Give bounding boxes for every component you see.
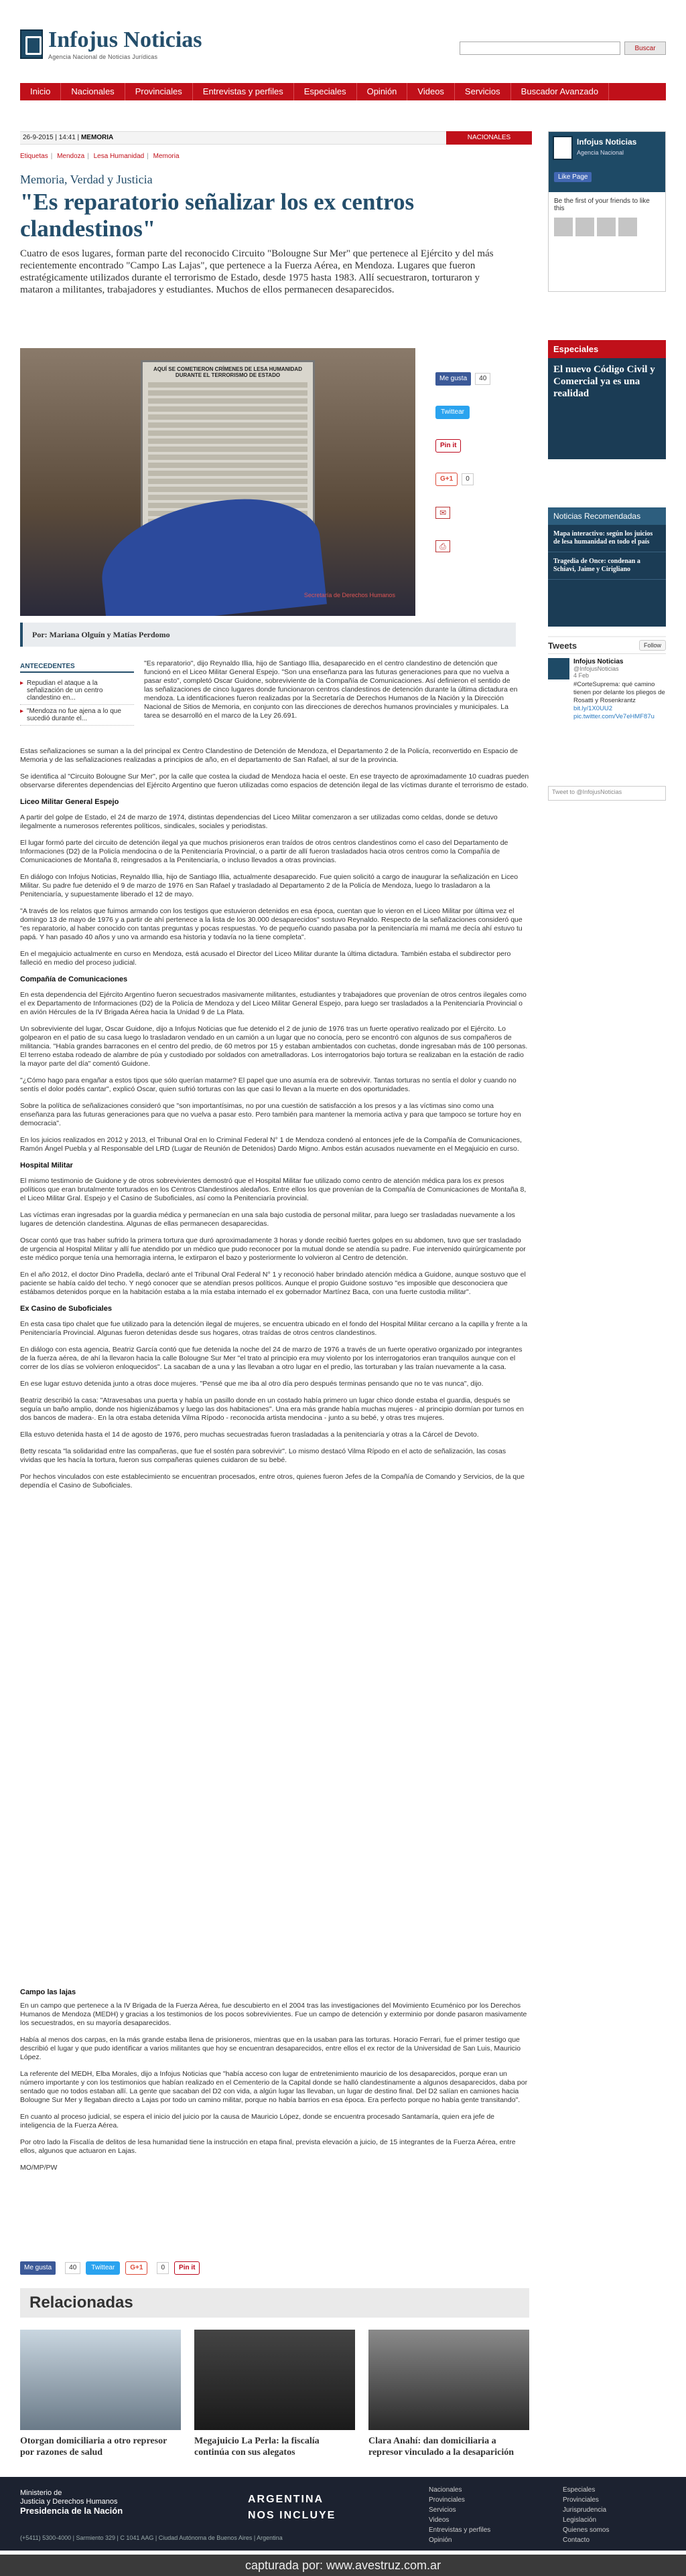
memorial-sign-title: AQUÍ SE COMETIERON CRÍMENES DE LESA HUMANIDAD DURANTE EL TERRORISMO DE ESTADO <box>153 366 302 378</box>
fb-like-count: 40 <box>475 373 490 385</box>
fb-like-button[interactable]: Me gusta <box>20 2261 56 2275</box>
article-lead: Cuatro de esos lugares, forman parte del reconocido Circuito "Bolougne Sur Mer" que pertenece al Ejército y del más recientemente encontrado "Campo Las Lajas", que pertenece a la Fuerza Aérea, en Mendoza. Lugares que fueron estratégicamente utilizados durante el terrorismo de Estado, desde 1975 hasta 1983. Allí secuestraron, torturaron y mataron a militantes, trabajadores y estudiantes. Muchos de ellos permanecen desaparecidos. <box>20 248 494 295</box>
main-nav <box>20 83 666 100</box>
related-card[interactable] <box>20 2330 181 2458</box>
nav-provinciales[interactable]: Provinciales <box>125 83 193 100</box>
fb-share <box>435 372 516 386</box>
tweet-body: #CorteSuprema: qué camino tienen por delante los pliegos de Rosatti y Rosenkrantz <box>573 681 665 704</box>
site-logo[interactable] <box>20 25 241 63</box>
tw-share <box>435 406 516 419</box>
related-card[interactable] <box>194 2330 355 2458</box>
time-text: 14:41 <box>58 134 76 141</box>
body-paragraph: Sobre la política de señalizaciones consideró que "son importantísimas, no por una cuestión de satisfacción a los presos y a las víctimas sino como una enseñanza para las futuras generaciones para que no vuelva a pasar esto. Pero también para mantener la memoria activa y para que tampoco se torture hoy en democracia". <box>20 1102 521 1127</box>
tweet-text <box>573 681 666 721</box>
facebook-widget <box>548 131 666 292</box>
body-paragraph: En el megajuicio actualmente en curso en Mendoza, está acusado el Director del Liceo Militar durante la última dictadura. También estaba el subdirector pero falleció en medio del proceso judicial. <box>20 950 511 967</box>
fb-avatar <box>554 218 573 236</box>
footer-link[interactable]: Videos <box>429 2516 450 2524</box>
antecedentes-box <box>20 663 134 726</box>
date-text: 26-9-2015 <box>23 134 54 141</box>
footer-link[interactable]: Servicios <box>429 2506 456 2514</box>
tweet-link[interactable]: bit.ly/1X0UU2 pic.twitter.com/Ve7eHMF87u <box>573 705 655 720</box>
bottom-share-bar <box>20 2261 200 2275</box>
twitter-widget <box>548 636 666 803</box>
body-paragraph: Se identifica al "Circuito Bolougne Sur Mer", por la calle que costea la ciudad de Mendoza hacia el oeste. En ese trayecto de aproximadamente 10 cuadras pueden observarse diferentes dependencias del Ejército Argentino que fueron utilizadas como espacios de detención ilegal de las víctimas durante el terrorismo de estado. <box>20 773 529 789</box>
footer-link[interactable]: Legislación <box>563 2516 597 2524</box>
body-paragraph: Las víctimas eran ingresadas por la guardia médica y permanecían en una sala bajo custodia de personal militar, para luego ser trasladadas nuevamente a los lugares de detención clandestina. Algunas de ellas permanecen desaparecidas. <box>20 1211 515 1228</box>
fb-cover <box>549 132 665 192</box>
gp-share <box>435 473 516 486</box>
antecedentes-title: ANTECEDENTES <box>20 663 134 673</box>
section-heading: Ex Casino de Suboficiales <box>20 1305 112 1313</box>
fb-avatar <box>618 218 637 236</box>
gplus-button[interactable]: G+1 <box>435 473 458 486</box>
section-heading: Liceo Militar General Espejo <box>20 798 119 806</box>
footer-link[interactable]: Nacionales <box>429 2486 462 2494</box>
pinterest-button[interactable]: Pin it <box>435 439 461 453</box>
body-paragraph: En cuanto al proceso judicial, se espera el inicio del juicio por la causa de Mauricio López, donde se encuentra procesado Santamaría, quien era jefe de inteligencia de la Fuerza Aérea. <box>20 2113 495 2129</box>
pinterest-button[interactable]: Pin it <box>174 2261 200 2275</box>
body-paragraph: La referente del MEDH, Elba Morales, dijo a Infojus Noticias que "había acceso con lugar de entretenimiento mauricio de los desaparecidos, porque eran un número importante y con los testimonios que habían realizado en el Cementerio de la Capital donde se halló clandestinamente a algunos desaparecidos, daba por sentado que no todos estaban allí. La gente que sacaban del D2 con vida, a algún lugar las llevaban, un lugar de destino final. Del D2 salían en camiones hacia Bolougne Sur Mer y llegaban directo a Lajas por todo un camino militar, porque no había barrios en esa época. Era perfecto porque no había gente transitando". <box>20 2070 528 2104</box>
logo-title: Infojus Noticias <box>48 27 202 52</box>
body-paragraph: En diálogo con esta agencia, Beatriz García contó que fue detenida la noche del 24 de marzo de 1976 a través de un fuerte operativo organizado por integrantes de la fuerza aérea, de ahí la llevaron hacia la calle Bolougne Sur Mer "el trato al principio era muy violento por los interrogatorios eran tranquilos aunque con el correr de los días se volvieron enloquecidos". La sacaban de a una y las llevaban a otro lugar en el predio, las torturaban y las traían nuevamente a la casa. <box>20 1346 523 1371</box>
body-paragraph: Estas señalizaciones se suman a la del principal ex Centro Clandestino de Detención de Mendoza, el Departamento 2 de la Policía, reconvertido en Espacio de Memoria y de las señalizaciones realizadas a principios de año, en el departamento de San Rafael, al sur de la provincia. <box>20 747 519 764</box>
fb-like-button[interactable]: Me gusta <box>435 372 471 386</box>
recommended-item[interactable]: Tragedia de Once: condenan a Schiavi, Jaime y Cirigliano <box>548 552 666 580</box>
nav-opinion[interactable]: Opinión <box>357 83 408 100</box>
tweets-header <box>548 637 666 654</box>
related-image[interactable] <box>194 2330 355 2430</box>
body-paragraph: En ese lugar estuvo detenida junto a otras doce mujeres. "Pensé que me iba al otro día pero después terminas pensando que no te vas nunca", dijo. <box>20 1380 484 1388</box>
footer-address: (+5411) 5300-4000 | Sarmiento 329 | C 1041 AAG | Ciudad Autónoma de Buenos Aires | Argentina <box>20 2534 283 2541</box>
body-paragraph: "A través de los relatos que fuimos armando con los testigos que estuvieron detenidos en esa época, cuentan que lo vieron en el Liceo Militar por última vez el domingo 13 de mayo de 1976 y a partir de ahí pertenece a la lista de los 30.000 desaparecidos" sostuvo Reynaldo. Respecto de la señalizaciones consideró que "es reparatorio, al haber conocido con tantas preguntas y pocas respuestas. Yo de pequeño cuando pasaba por la penitenciaría mi mamá me decía ahí estuvo tu papá. Y han pasado 40 años y uno va armando esa historia y todavía no la tiene completa". <box>20 907 523 941</box>
tweet-input[interactable]: Tweet to @InfojusNoticias <box>548 786 666 801</box>
related-image[interactable] <box>368 2330 529 2430</box>
body-paragraph: A partir del golpe de Estado, el 24 de marzo de 1974, distintas dependencias del Liceo Militar comenzaron a ser utilizadas como celdas, donde se detuvo ilegalmente a numerosos referentes políticos, sindicales, sociales y periodistas. <box>20 813 498 830</box>
related-title[interactable]: Clara Anahí: dan domiciliaria a represor vinculado a la desaparición <box>368 2436 514 2458</box>
recommended-item[interactable]: Mapa interactivo: según los juicios de lesa humanidad en todo el país <box>548 525 666 552</box>
flag-shape <box>95 491 327 616</box>
capture-banner: capturada por: www.avestruz.com.ar <box>0 2555 686 2576</box>
argentina-logo <box>248 2492 336 2524</box>
ministry-line-1: Ministerio de <box>20 2489 62 2497</box>
body-paragraph: En esta dependencia del Ejército Argentino fueron secuestrados masivamente militantes, estudiantes y trabajadores que provenían de otros centros ilegales como el ex Departamento de Informaciones (D2) de la Policía de Mendoza y del Liceo Militar General Espejo, para luego ser trasladados a la Penitenciaría Provincial o en avión Hércules de la IV Brigada Aérea hacia la Unidad 9 de La Plata. <box>20 991 527 1016</box>
section-heading: Hospital Militar <box>20 1161 73 1170</box>
body-paragraph: Oscar contó que tras haber sufrido la primera tortura que duró aproximadamente 3 horas y donde recibió fuertes golpes en su abdomen, tuvo que ser trasladado de urgencia al Hospital Militar y allí fue atendido por un médico que pudo reconocer por la mutual donde se atendía su padre. Fue intervenido quirúrgicamente por este médico porque tenía una hemorragia interna, le extirparon el bazo y posteriormente lo volvieron al Centro de detención. <box>20 1236 526 1262</box>
mail-icon[interactable]: ✉ <box>435 507 450 519</box>
recommended-title: Noticias Recomendadas <box>548 507 666 525</box>
fb-page-logo <box>553 136 573 160</box>
related-heading: Relacionadas <box>20 2288 529 2318</box>
especiales-title: Especiales <box>548 340 666 358</box>
footer-link[interactable]: Entrevistas y perfiles <box>429 2526 491 2534</box>
ministry-logo[interactable] <box>20 2489 123 2515</box>
body-paragraph: En el año 2012, el doctor Dino Pradella, declaró ante el Tribunal Oral Federal N° 1 y reconoció haber brindado atención médica a Guidone, aunque sostuvo que el paciente se había caído del techo. Y negó conocer que se atendían presos políticos. Aunque el propio Guidone sostuvo "es imposible que desconociera que estábamos detenidos porque en la habitación estaba a la mía estaba internado el ex gobernador Martínez Baca, con una fuerte custodia militar". <box>20 1271 526 1296</box>
gplus-button[interactable]: G+1 <box>125 2261 147 2275</box>
article-byline: Por: Mariana Olguín y Matías Perdomo <box>20 623 516 647</box>
tweets-title: Tweets <box>548 640 577 651</box>
article-kicker: Memoria, Verdad y Justicia <box>20 173 153 186</box>
footer-links-1 <box>429 2485 490 2545</box>
body-paragraph: El lugar formó parte del circuito de detención ilegal ya que muchos prisioneros eran traídos de otros centros clandestinos como el caso del Departamento de Informaciones (D2) de la Policía mendocina o de la Penitenciaría Provincial, o a partir de allí fueron trasladados hacia otros centros como la Compañía de Comunicaciones de Montaña 8, reingresados a la Penitenciaría, o incluso llevados a otras provincias. <box>20 839 508 864</box>
logo-icon <box>20 29 43 59</box>
body-paragraph: En los juicios realizados en 2012 y 2013, el Tribunal Oral en lo Criminal Federal N° 1 de Mendoza condenó al entonces jefe de la Compañía de Comunicaciones, Ramón Ángel Puebla y al Responsable del LRD (Lugar de Reunión de Detenidos) Dardo Migno. Ambos están acusados nuevamente en el Megajuicio en curso. <box>20 1136 522 1153</box>
body-paragraph: Un sobreviviente del lugar, Oscar Guidone, dijo a Infojus Noticias que fue detenido el 2 de junio de 1976 tras un fuerte operativo realizado por el Ejército. Lo golpearon en el patio de su casa luego lo trasladaron vendado en un camión a un lugar que no conocía, pero se encontró con algunos de sus compañeros de militancia. "Había grandes barracones en el centro del predio, de 60 metros por 15 y estaban ambientados con cuchetas, donde ingresaban más de 100 personas. El terreno estaba rodeado de alambre de púa y custodiado por soldados con ametralladoras. Los interrogatorios bajo tortura se realizaban en la estación de radio la mayor parte del día" comentó Guidone. <box>20 1025 528 1068</box>
body-paragraph: En diálogo con Infojus Noticias, Reynaldo Illia, hijo de Santiago Illia, actualmente desaparecido. Fue quien solicitó a cargo de inaugurar la señalización en Liceo Militar. Su padre fue detenido el 9 de marzo de 1976 en San Rafael y trasladado al Departamento 2 de la Policía de Mendoza, luego lo trasladaron a la Penitenciaría, y supuestamente liberado el 12 de mayo. <box>20 873 519 898</box>
ministry-line-3: Presidencia de la Nación <box>20 2506 123 2516</box>
footer-link[interactable]: Especiales <box>563 2486 596 2494</box>
body-paragraph: Había al menos dos carpas, en la más grande estaba llena de prisioneros, mientras que en la usaban para las torturas. Horacio Ferrari, fue el primer testigo que describió el lugar y que pudo identificar a varios militantes que hoy se encuentran desaparecidos, entre ellos el ex rector de la Universidad de San Luis, Mauricio López. <box>20 2036 521 2061</box>
argentina-line-2: NOS INCLUYE <box>248 2510 336 2521</box>
antecedente-link[interactable]: ▸ "Mendoza no fue ajena a lo que sucedió durante el... <box>20 705 134 726</box>
tweet-avatar[interactable] <box>548 658 569 679</box>
especiales-box[interactable] <box>548 340 666 459</box>
related-image[interactable] <box>20 2330 181 2430</box>
share-column <box>435 372 516 573</box>
follow-button[interactable]: Follow <box>639 640 666 651</box>
related-grid <box>20 2330 529 2458</box>
article-body-intro <box>144 659 519 728</box>
nav-videos[interactable]: Videos <box>407 83 455 100</box>
related-title[interactable]: Megajuicio La Perla: la fiscalía continúa con sus alegatos <box>194 2436 320 2458</box>
body-paragraph: En un campo que pertenece a la IV Brigada de la Fuerza Aérea, fue descubierto en el 2004 tras las investigaciones del Movimiento Ecuménico por los Derechos Humanos de Mendoza (MEDH) y gracias a los testimonios de los pocos sobrevivientes. Fue un campo de detención y exterminio por donde pasaron masivamente los secuestrados, en su mayoría desaparecidos. <box>20 2002 527 2027</box>
tags-row: Etiquetas | Mendoza | Lesa Humanidad | Memoria <box>20 153 180 160</box>
pin-share <box>435 439 516 453</box>
fb-avatar <box>597 218 616 236</box>
tweet-button[interactable]: Twittear <box>86 2261 120 2275</box>
body-paragraph: Betty rescata "la solidaridad entre las compañeras, que fue el sostén para sobrevivir". Lo mismo destacó Vilma Rípodo en el acto de señalización, las cosas vividas que les hacía la tortura, fueron sus compañeras quienes cuidaron de su bebé. <box>20 1447 506 1464</box>
section-heading: Campo las lajas <box>20 1988 76 1996</box>
fb-avatar <box>575 218 594 236</box>
article-body-bottom <box>20 2002 529 2180</box>
especiales-text[interactable]: El nuevo Código Civil y Comercial ya es una realidad <box>553 364 655 399</box>
tweet-author[interactable]: Infojus Noticias <box>573 658 624 665</box>
article-photo <box>20 348 415 616</box>
tweet-handle[interactable]: @InfojusNoticias <box>573 665 619 672</box>
footer-link[interactable]: Opinión <box>429 2537 452 2544</box>
body-paragraph: Ella estuvo detenida hasta el 14 de agosto de 1976, pero muchas secuestradas fueron trasladadas a la penitenciaría y otras a la Cárcel de Devoto. <box>20 1431 479 1439</box>
section-heading: Compañía de Comunicaciones <box>20 975 128 983</box>
site-header <box>0 0 686 75</box>
fb-page-subtitle: Agencia Nacional <box>577 149 624 156</box>
body-paragraph: Por hechos vinculados con este establecimiento se encuentran procesados, entre otros, quienes fueron Jefes de la Compañía de Comando y Servicios, de la que dependía el Casino de Suboficiales. <box>20 1473 525 1490</box>
fb-page-name[interactable]: Infojus Noticias <box>577 137 637 147</box>
logo-subtitle: Agencia Nacional de Noticias Jurídicas <box>48 53 158 60</box>
section-label[interactable]: MEMORIA <box>80 134 114 141</box>
date-bar: 26-9-2015 | 14:41 | MEMORIA <box>20 131 464 145</box>
fb-text: Be the first of your friends to like this <box>554 197 650 212</box>
fb-faces <box>549 218 665 236</box>
gplus-count: 0 <box>462 473 474 485</box>
tweet-button[interactable]: Twittear <box>435 406 470 419</box>
tag-etiquetas[interactable]: Etiquetas <box>20 153 48 160</box>
body-paragraph: "Es reparatorio", dijo Reynaldo Illia, hijo de Santiago Illia, desaparecido en el centro clandestino de detención que funcionó en el Liceo Militar General Espejo. "Son una enseñanza para las futuras generaciones para que no vuelva a pasar esto", completó Oscar Guidone, sobreviviente de la Compañía de Comunicaciones. Así definieron el sentido de las señalizaciones de cinco lugares donde funcionaron centros clandestinos de detención durante la última dictadura en mendoza. La identificaciones fueron realizadas por la Secretaría de Derechos Humanos de la Nación y la Dirección Nacional de Sitios de Memoria, en conjunto con las direcciones de derechos humanos provinciales y municipales. La tarea se desarrolló en el marco de la Ley 26.691. <box>144 659 518 720</box>
print-icon[interactable]: ⎙ <box>435 540 450 552</box>
body-paragraph: En esta casa tipo chalet que fue utilizado para la detención ilegal de mujeres, se encuentra ubicado en el fondo del Hospital Militar cercano a la capilla y frente a la Penitenciaría Provincial. Algunas fueron detenidas desde sus hogares, otras traídas de otros centros clandestinos. <box>20 1320 528 1337</box>
related-card[interactable] <box>368 2330 529 2458</box>
nav-nacionales[interactable]: Nacionales <box>61 83 125 100</box>
related-title[interactable]: Otorgan domiciliaria a otro represor por razones de salud <box>20 2436 167 2458</box>
tweet <box>548 654 666 725</box>
footer-link[interactable]: Provinciales <box>429 2496 465 2504</box>
footer-links-2 <box>563 2485 609 2545</box>
body-paragraph: Por otro lado la Fiscalía de delitos de lesa humanidad tiene la instrucción en etapa final, prevista elevación a juicio, de 15 integrantes de la Fuerza Aérea, entre ellos, algunos que actuaron en Lajas. <box>20 2138 516 2155</box>
article-headline: "Es reparatorio señalizar los ex centros clandestinos" <box>20 189 415 242</box>
nav-buscador[interactable]: Buscador Avanzado <box>511 83 609 100</box>
site-footer <box>0 2477 686 2551</box>
gplus-count: 0 <box>157 2262 169 2274</box>
search-input[interactable] <box>460 42 620 55</box>
footer-link[interactable]: Contacto <box>563 2537 590 2544</box>
nav-entrevistas[interactable]: Entrevistas y perfiles <box>193 83 294 100</box>
argentina-line-1: ARGENTINA <box>248 2494 324 2505</box>
tweet-date: 4 Feb <box>573 672 590 679</box>
article-signature: MO/MP/PW <box>20 2164 58 2172</box>
body-paragraph: Beatriz describió la casa: "Atravesabas una puerta y había un pasillo donde en un costado había primero un lugar chico donde estaba el guardia, después se seguía un baño amplio, donde nos higienizábamos y luego las dos habitaciones". Una era más grande había muchas mujeres - al principio dormían por turnos en dos bancos de madera-. En la otra estaba detenida Vilma Rípodo - reconocida artista mendocina - junto a su bebé, y otras tres mujeres. <box>20 1396 525 1422</box>
tag-memoria[interactable]: Memoria <box>153 153 180 160</box>
search-bar <box>460 42 666 55</box>
tag-lesa-humanidad[interactable]: Lesa Humanidad <box>93 153 145 160</box>
antecedente-link[interactable]: ▸ Repudian el ataque a la señalización de un centro clandestino en... <box>20 677 134 705</box>
photo-credit: Secretaría de Derechos Humanos <box>303 592 395 598</box>
fb-like-count: 40 <box>65 2262 80 2274</box>
ministry-line-2: Justicia y Derechos Humanos <box>20 2498 118 2506</box>
nav-especiales[interactable]: Especiales <box>294 83 357 100</box>
body-paragraph: "¿Cómo hago para engañar a estos tipos que sólo querían matarme? El papel que uno asumía era de sobrevivir. Tantas torturas no sentía el dolor y cuando no sentís el dolor podés cantar", explicó Oscar, quien sufrió torturas con las que casi lo llevan a la muerte en dos oportunidades. <box>20 1076 517 1093</box>
recommended-box <box>548 507 666 627</box>
nav-servicios[interactable]: Servicios <box>455 83 511 100</box>
footer-link[interactable]: Quienes somos <box>563 2526 610 2534</box>
body-paragraph: El mismo testimonio de Guidone y de otros sobrevivientes demostró que el Hospital Militar fue utilizado como centro de atención médica para los ex presos políticos que eran brutalmente torturados en los Centros Clandestinos aledaños. Entre ellos los que provenían de la Compañía de Comunicaciones de Montaña 8, el Liceo Militar Gral. Espejo y el Casino de Suboficiales, así como la Penitenciaría provincial. <box>20 1177 527 1202</box>
tag-mendoza[interactable]: Mendoza <box>57 153 85 160</box>
section-badge[interactable]: NACIONALES <box>446 131 532 145</box>
footer-link[interactable]: Jurisprudencia <box>563 2506 607 2514</box>
article-body <box>20 747 529 1498</box>
footer-link[interactable]: Provinciales <box>563 2496 599 2504</box>
fb-like-page-button[interactable]: Like Page <box>554 172 592 182</box>
search-button[interactable]: Buscar <box>624 42 666 55</box>
nav-inicio[interactable]: Inicio <box>20 83 61 100</box>
